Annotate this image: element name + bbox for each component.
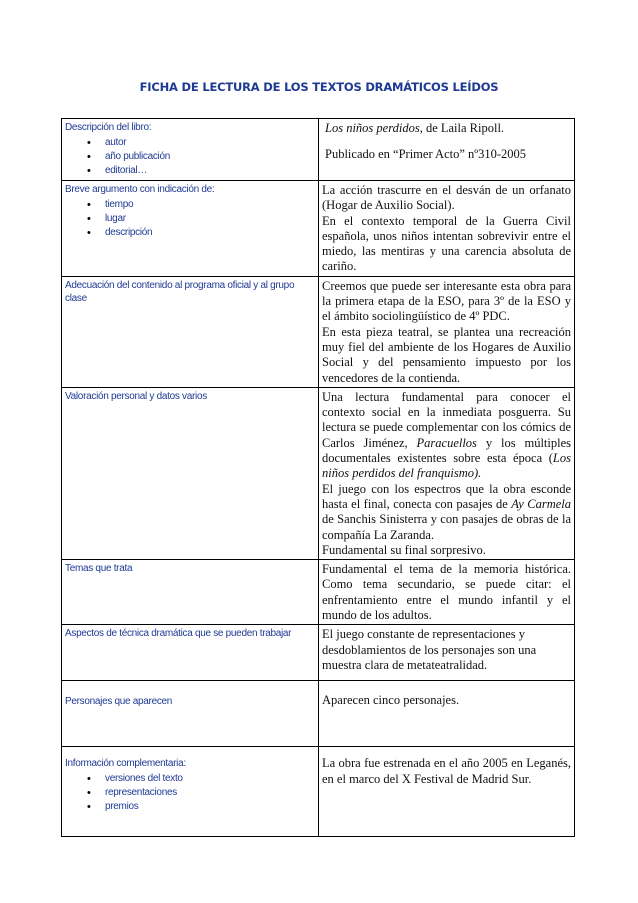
paragraph: Una lectura fundamental para conocer el contexto social en la inmediata posguerra. Su lectura se puede complementar con los cómics de Carlos Jiménez, Paracuellos y los múltiples documentales existentes sobre esta época (Los niños perdidos del franquismo).: [322, 389, 571, 481]
paragraph: En esta pieza teatral, se plantea una recreación muy fiel del ambiente de los Hogares de Auxilio Social y del pensamiento impuesto por los vencedores de la contienda.: [322, 324, 571, 385]
paragraph: La acción trascurre en el desván de un orfanato (Hogar de Auxilio Social).: [322, 183, 571, 213]
book-author: de Laila Ripoll.: [422, 121, 505, 135]
table-row: [62, 681, 575, 747]
list-item: • editorial…: [105, 164, 315, 178]
table-row: [62, 747, 575, 837]
list-item: • versiones del texto: [105, 772, 315, 786]
row-label: Adecuación del contenido al programa oficial y al grupo clase: [65, 279, 295, 304]
paragraph: El juego con los espectros que la obra esconde hasta el final, conecta con pasajes de Ay Carmela de Sanchis Sinisterra y con pasajes de obras de la compañía La Zaranda.: [322, 481, 571, 542]
row-label: Aspectos de técnica dramática que se pueden trabajar: [65, 628, 292, 640]
table-row: [62, 625, 575, 681]
list-item: • descripción: [105, 226, 315, 240]
paragraph: Creemos que puede ser interesante esta obra para la primera etapa de la ESO, para 3º de la ESO y el ámbito sociolingüístico de 4º PDC.: [322, 278, 571, 324]
page-title: FICHA DE LECTURA DE LOS TEXTOS DRAMÁTICOS LEÍDOS: [139, 80, 499, 94]
value-cell: [319, 387, 575, 559]
list-item: • tiempo: [105, 198, 315, 212]
paragraph: Fundamental su final sorpresivo.: [322, 542, 486, 557]
value-cell: [319, 560, 575, 625]
list-item: • lugar: [105, 212, 315, 226]
value-cell: [319, 625, 575, 681]
list-item: • autor: [105, 136, 315, 150]
paragraph: En el contexto temporal de la Guerra Civil española, unos niños intentan sobrevivir entre el miedo, las mentiras y una carencia absoluta de cariño.: [322, 213, 571, 274]
list-item: • representaciones: [105, 786, 315, 800]
value-cell: [319, 119, 575, 181]
row-label: Personajes que aparecen: [65, 696, 173, 708]
paragraph: La obra fue estrenada en el año 2005 en Leganés, en el marco del X Festival de Madrid Sur.: [322, 756, 571, 786]
paragraph: Fundamental el tema de la memoria histórica. Como tema secundario, se puede citar: el enfrentamiento entre el mundo infantil y el mundo de los adultos.: [322, 562, 571, 623]
label-cell: [62, 387, 319, 559]
row-label: Temas que trata: [65, 563, 133, 575]
row-label: Información complementaria:: [65, 758, 186, 770]
row-label: Valoración personal y datos varios: [65, 390, 207, 402]
label-cell: [62, 181, 319, 277]
paragraph: El juego constante de representaciones y desdoblamientos de los personajes son una muestra clara de metateatralidad.: [322, 627, 537, 672]
value-cell: [319, 276, 575, 387]
label-cell: [62, 276, 319, 387]
table-row: [62, 276, 575, 387]
bullet-list: [65, 198, 315, 240]
label-cell: [62, 560, 319, 625]
value-cell: [319, 181, 575, 277]
book-title: Los niños perdidos,: [325, 121, 423, 135]
list-item: • año publicación: [105, 150, 315, 164]
table-row: [62, 387, 575, 559]
table-row: [62, 181, 575, 277]
label-cell: [62, 119, 319, 181]
label-cell: [62, 681, 319, 747]
bullet-list: [65, 136, 315, 178]
value-cell: [319, 747, 575, 837]
label-cell: [62, 747, 319, 837]
value-cell: [319, 681, 575, 747]
publication-info: Publicado en “Primer Acto” nº310-2005: [325, 147, 527, 162]
bullet-list: [65, 772, 315, 814]
list-item: • premios: [105, 800, 315, 814]
table-row: [62, 119, 575, 181]
row-label: Descripción del libro:: [65, 122, 152, 133]
reading-sheet-table: [61, 118, 575, 837]
paragraph: Aparecen cinco personajes.: [322, 693, 460, 708]
row-label: Breve argumento con indicación de:: [65, 184, 215, 195]
label-cell: [62, 625, 319, 681]
table-row: [62, 560, 575, 625]
